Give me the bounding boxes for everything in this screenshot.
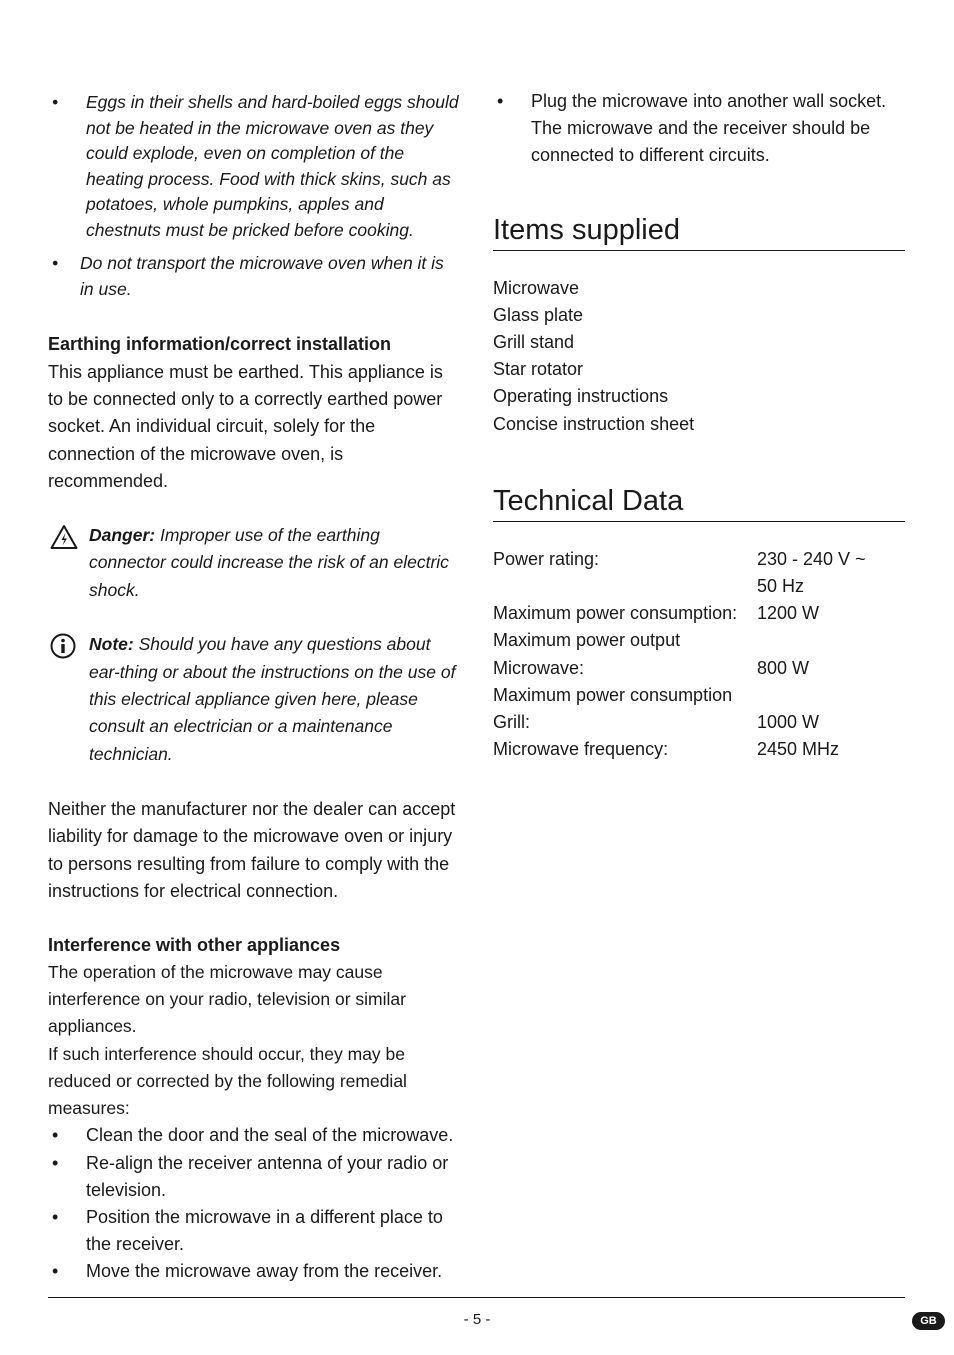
bullet-marker: •: [52, 1261, 59, 1282]
remedy-list: [48, 1122, 460, 1285]
table-row: [493, 709, 866, 736]
technical-data-table: [493, 546, 866, 764]
bullet-marker: •: [497, 91, 504, 111]
earthing-body: This appliance must be earthed. This appliance is to be connected only to a correctly earthed power socket. An individual circuit, solely for the connection of the microwave oven, is recommended.: [48, 362, 443, 491]
items-supplied-heading: Items supplied: [493, 212, 905, 251]
remedy-text: Clean the door and the seal of the microwave.: [86, 1125, 454, 1146]
danger-text: Improper use of the earthing connector could increase the risk of an electric shock.: [89, 525, 449, 600]
left-column: [48, 90, 460, 1286]
list-item: Operating instructions: [493, 386, 669, 407]
interference-remedy-intro: If such interference should occur, they may be reduced or corrected by the following remedial measures:: [48, 1043, 407, 1119]
egg-warning-text: Eggs in their shells and hard-boiled eggs should not be heated in the microwave oven as they could explode, even on completion of the heating process. Food with thick skins, such as potatoes, whole pumpkins, apples and chestnuts must be pricked before cooking.: [86, 92, 459, 240]
earthing-heading: Earthing information/correct installation: [48, 334, 392, 354]
footer-divider: [48, 1297, 905, 1298]
spec-label: Maximum power consumption: [493, 684, 733, 705]
list-item: Microwave: [493, 277, 580, 298]
interference-intro: The operation of the microwave may cause interference on your radio, television or similar appliances.: [48, 962, 406, 1037]
list-item: Concise instruction sheet: [493, 413, 695, 434]
table-row: [493, 600, 866, 627]
safety-bullet-list: [48, 90, 460, 302]
bullet-marker: •: [52, 92, 59, 112]
list-item: Glass plate: [493, 304, 584, 325]
bullet-marker: •: [52, 1152, 59, 1173]
list-item: [48, 1122, 460, 1149]
spec-label: Maximum power output: [493, 630, 681, 651]
danger-notice: [48, 522, 460, 604]
technical-data-heading: Technical Data: [493, 483, 905, 522]
warning-triangle-icon: [50, 524, 78, 558]
table-row: [493, 655, 866, 682]
list-item: [48, 90, 460, 243]
bullet-marker: •: [52, 253, 59, 273]
transport-warning-text: Do not transport the microwave oven when it is in use.: [80, 253, 444, 299]
table-row: [493, 736, 866, 763]
spec-value: [757, 682, 866, 709]
table-row: [493, 573, 866, 600]
remedy-text: Move the microwave away from the receiver.: [86, 1261, 443, 1282]
bullet-marker: •: [52, 1125, 59, 1146]
language-badge: GB: [912, 1312, 945, 1330]
danger-label: Danger:: [89, 525, 156, 546]
table-row: [493, 627, 866, 654]
spec-label: [493, 573, 757, 600]
spec-value: 1000 W: [757, 712, 820, 733]
page-number: - 5 -: [463, 1311, 491, 1328]
spec-value: 1200 W: [757, 603, 820, 624]
wall-socket-text: Plug the microwave into another wall socket. The microwave and the receiver should be connected to different circuits.: [531, 91, 887, 166]
table-row: [493, 546, 866, 573]
spec-label: Maximum power consumption:: [493, 603, 738, 624]
table-row: [493, 682, 866, 709]
spec-label: Microwave:: [493, 657, 585, 678]
list-item: [48, 1258, 460, 1285]
remedy-text: Position the microwave in a different place to the receiver.: [86, 1206, 443, 1255]
bullet-marker: •: [52, 1206, 59, 1227]
spec-label: Microwave frequency:: [493, 739, 669, 760]
list-item: [48, 1204, 460, 1258]
note-label: Note:: [89, 634, 134, 655]
spec-value: 230 - 240 V ~: [757, 548, 866, 569]
note-text: Should you have any questions about ear-thing or about the instructions on the use of this electrical appliance given here, please consult an electrician or a maintenance technician.: [89, 634, 456, 764]
list-item: [48, 1150, 460, 1204]
interference-heading: Interference with other appliances: [48, 935, 341, 956]
spec-value: [757, 627, 866, 654]
spec-value: 800 W: [757, 657, 810, 678]
note-notice: [48, 631, 460, 768]
spec-value: 2450 MHz: [757, 739, 840, 760]
info-icon: [50, 633, 76, 667]
spec-label: Power rating:: [493, 548, 600, 569]
remedy-text: Re-align the receiver antenna of your radio or television.: [86, 1152, 449, 1200]
liability-text: Neither the manufacturer nor the dealer can accept liability for damage to the microwave oven or injury to persons resulting from failure to comply with the instructions for electrical connection.: [48, 799, 456, 901]
items-supplied-list: [493, 275, 905, 438]
spec-label: Grill:: [493, 712, 530, 733]
list-item: Star rotator: [493, 359, 584, 380]
spec-value: 50 Hz: [757, 576, 805, 597]
list-item: Grill stand: [493, 332, 575, 353]
list-item: [493, 88, 905, 170]
list-item: [48, 251, 460, 302]
right-column: [493, 88, 905, 763]
